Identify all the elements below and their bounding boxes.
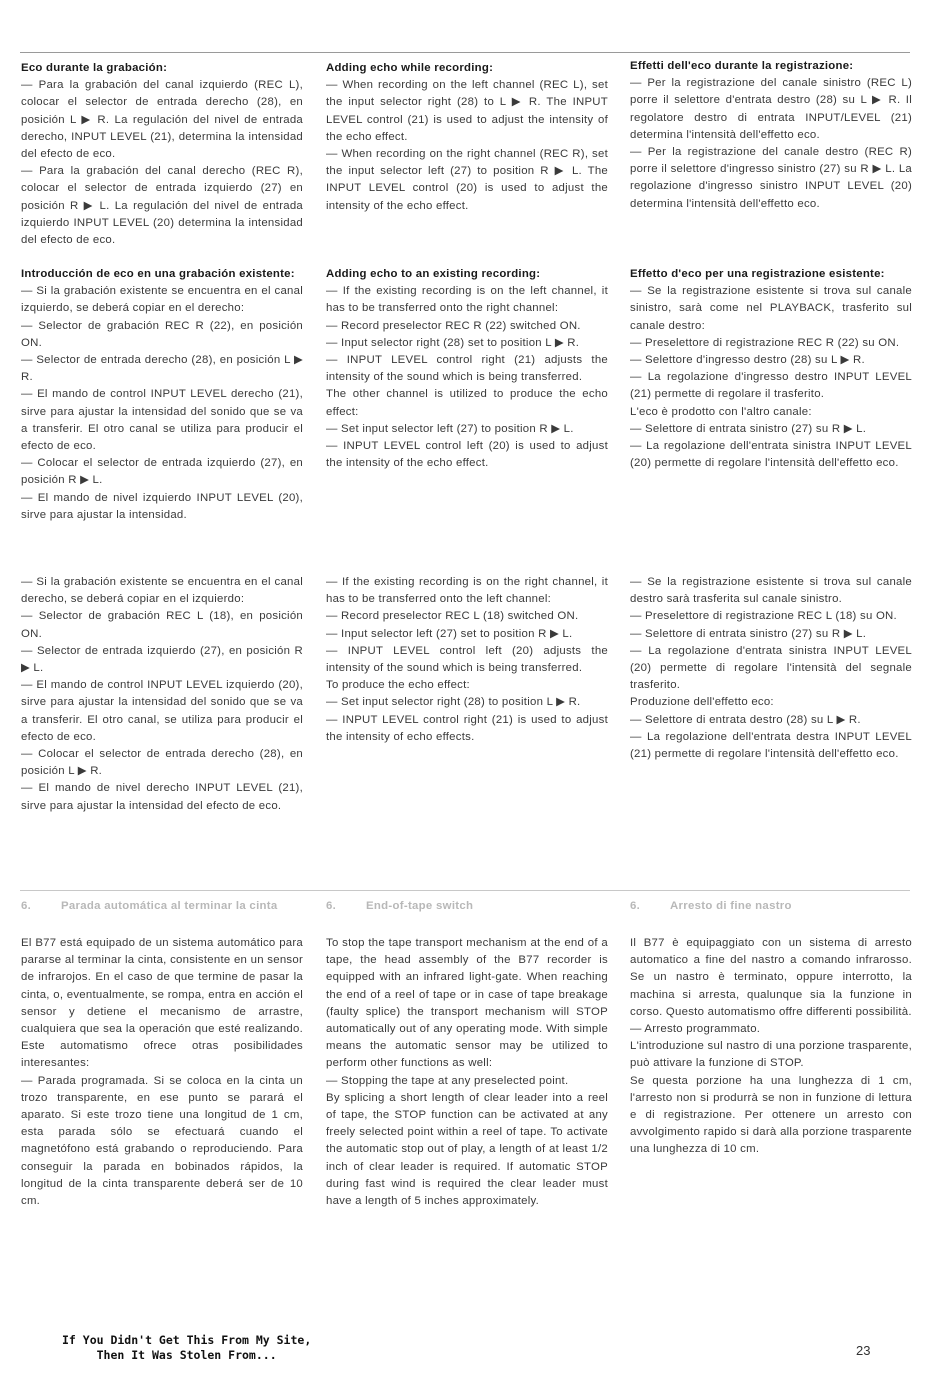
section-6-heading-it	[630, 900, 792, 912]
section-6-heading-es	[21, 900, 278, 912]
text-block-en-echo-recording	[326, 60, 608, 215]
paragraph: — Para la grabación del canal derecho (REC R), colocar el selector de entrada izquierdo (27) en posición R ▶ L. La regulación del nivel de entrada izquierdo INPUT LEVEL (20) determina la intensidad del efecto de eco.	[21, 165, 303, 247]
paragraph: Produzione dell'effetto eco:	[630, 696, 774, 709]
paragraph: — INPUT LEVEL control left (20) adjusts the intensity of the sound which is being transferred.	[326, 644, 608, 675]
paragraph: — La regolazione d'ingresso destro INPUT LEVEL (21) permette di regolare il trasferito.	[630, 371, 912, 401]
paragraph: — INPUT LEVEL control right (21) adjusts the intensity of the sound which is being transferred.	[326, 354, 608, 384]
footer-note-line-2: Then It Was Stolen From...	[96, 1348, 277, 1362]
paragraph: — Si la grabación existente se encuentra en el canal derecho, se deberá copiar en el izquierdo:	[21, 576, 303, 606]
paragraph: — Input selector left (27) set to position R ▶ L.	[326, 627, 573, 640]
paragraph: — Set input selector right (28) to position L ▶ R.	[326, 696, 581, 709]
paragraph: To produce the echo effect:	[326, 679, 470, 692]
section-title: Parada automática al terminar la cinta	[61, 900, 278, 912]
block-heading: Adding echo while recording:	[326, 62, 494, 74]
block-heading: Effetti dell'eco durante la registrazione:	[630, 60, 854, 72]
paragraph: — When recording on the right channel (REC R), set the input selector left (27) to position R ▶ L. The INPUT LEVEL control (20) is used to adjust the intensity of the echo effect.	[326, 148, 608, 212]
page-number: 23	[856, 1343, 871, 1358]
paragraph: — Para la grabación del canal izquierdo (REC L), colocar el selector de entrada derecho (28), en posición L ▶ R. La regulación del nivel de entrada derecho, INPUT LEVEL (21), determina la intensidad del efecto de eco.	[21, 79, 303, 161]
block-heading: Eco durante la grabación:	[21, 62, 168, 74]
paragraph: — Selettore di entrata destro (28) su L ▶ R.	[630, 713, 861, 726]
paragraph: — Se la registrazione esistente si trova sul canale sinistro, sarà come nel PLAYBACK, trasferito sul canale destro:	[630, 285, 912, 332]
paragraph: — Selector de entrada derecho (28), en posición L ▶ R.	[21, 354, 303, 384]
paragraph: — Selettore d'ingresso destro (28) su L ▶ R.	[630, 354, 865, 367]
paragraph: — Colocar el selector de entrada derecho (28), en posición L ▶ R.	[21, 748, 303, 778]
paragraph: — El mando de nivel derecho INPUT LEVEL (21), sirve para ajustar la intensidad del efecto de eco.	[21, 782, 303, 812]
paragraph: — Preselettore di registrazione REC L (18) su ON.	[630, 610, 897, 623]
paragraph: — El mando de control INPUT LEVEL izquierdo (20), sirve para ajustar la intensidad del sonido que se va a transferir. El otro canal, se utiliza para producir el efecto de eco.	[21, 679, 303, 743]
paragraph: — Per la registrazione del canale sinistro (REC L) porre il selettore d'entrata destro (28) su L ▶ R. Il regolatore destro di entrata INPUT/LEVEL (21) determina l'intensità dell'effetto eco.	[630, 77, 912, 141]
text-block-it-end-of-tape	[630, 935, 912, 1159]
paragraph: — Arresto programmato.	[630, 1023, 761, 1036]
section-title: End-of-tape switch	[366, 900, 474, 912]
paragraph: — Input selector right (28) set to position L ▶ R.	[326, 336, 580, 349]
paragraph: — El mando de nivel izquierdo INPUT LEVEL (20), sirve para ajustar la intensidad.	[21, 491, 303, 521]
paragraph: L'eco è prodotto con l'altro canale:	[630, 405, 812, 418]
section-divider	[20, 890, 910, 891]
text-block-es-existing-left	[21, 266, 303, 524]
paragraph: — Selector de grabación REC L (18), en posición ON.	[21, 610, 303, 640]
paragraph: El B77 está equipado de un sistema automático para pararse al terminar la cinta, consistente en un sensor de infrarojos. En el caso de que termine de pasar la cinta, o, eventualmente, se rompa, entra en acción el sensor y detiene el mecanismo de arrastre, cualquiera que sea la operación que esté realizando. Este automatismo ofrece otras posibilidades interesantes:	[21, 937, 303, 1070]
section-number: 6.	[326, 900, 337, 912]
footer-note-line-1: If You Didn't Get This From My Site,	[62, 1333, 312, 1347]
section-6-heading-en	[326, 900, 473, 912]
text-block-es-echo-recording	[21, 60, 303, 249]
paragraph: — When recording on the left channel (REC L), set the input selector right (28) to L ▶ R. The INPUT LEVEL control (21) is used to adjust the intensity of the echo effect.	[326, 79, 608, 143]
paragraph: To stop the tape transport mechanism at the end of a tape, the head assembly of the B77 recorder is equipped with an infrared light-gate. When reaching the end of a reel of tape or in case of tape breakage (faulty splice) the transport mechanism will STOP automatically out of any operating mode. With simple means the automatic sensor may be utilized to perform other functions as well:	[326, 937, 608, 1070]
paragraph: — INPUT LEVEL control right (21) is used to adjust the intensity of echo effects.	[326, 713, 608, 743]
top-rule	[20, 52, 910, 53]
paragraph: — If the existing recording is on the right channel, it has to be transferred onto the left channel:	[326, 576, 608, 606]
text-block-en-existing-right	[326, 574, 608, 746]
paragraph: — Preselettore di registrazione REC R (22) su ON.	[630, 336, 900, 349]
paragraph: By splicing a short length of clear leader into a reel of tape, the STOP function can be activated at any freely selected point within a reel of tape. To activate the automatic stop out of play, a length of at least 1/2 inch of clear leader is required. If automatic STOP during fast wind is required the clear leader must have a length of 5 inches approximately.	[326, 1091, 608, 1208]
paragraph: The other channel is utilized to produce the echo effect:	[326, 388, 608, 418]
text-block-es-existing-right	[21, 574, 303, 815]
section-number: 6.	[630, 900, 641, 912]
paragraph: — Colocar el selector de entrada izquierdo (27), en posición R ▶ L.	[21, 457, 303, 487]
paragraph: — Se la registrazione esistente si trova sul canale destro sarà trasferita sul canale sinistro.	[630, 576, 912, 606]
text-block-it-existing-left	[630, 266, 912, 472]
paragraph: — Si la grabación existente se encuentra en el canal izquierdo, se deberá copiar en el derecho:	[21, 285, 303, 315]
paragraph: Se questa porzione ha una lunghezza di 1 cm, l'arresto non si produrrà se non in funzione di lettura e di registrazione. Per ottenere un arresto con avvolgimento rapido si darà alla porzione trasparente una lunghezza di 10 cm.	[630, 1074, 912, 1156]
paragraph: — Selector de grabación REC R (22), en posición ON.	[21, 319, 303, 349]
text-block-it-existing-right	[630, 574, 912, 763]
paragraph: — INPUT LEVEL control left (20) is used to adjust the intensity of the echo effect.	[326, 440, 608, 470]
paragraph: — Selettore di entrata sinistro (27) su R ▶ L.	[630, 422, 867, 435]
paragraph: Il B77 è equipaggiato con un sistema di arresto automatico a fine del nastro a comando infrarosso. Se un nastro è terminato, oppure interrotto, la machina si arresta, qualunque sia la funzione in corso. Questo automatismo offre differenti possibilità.	[630, 937, 912, 1018]
block-heading: Effetto d'eco per una registrazione esistente:	[630, 268, 885, 280]
block-heading: Adding echo to an existing recording:	[326, 268, 541, 280]
paragraph: — El mando de control INPUT LEVEL derecho (21), sirve para ajustar la intensidad del sonido que se va a transferir. El otro canal se utiliza para producir el efecto de eco.	[21, 388, 303, 453]
paragraph: — Stopping the tape at any preselected point.	[326, 1074, 569, 1087]
paragraph: — Record preselector REC L (18) switched ON.	[326, 610, 579, 623]
text-block-es-end-of-tape	[21, 935, 303, 1210]
paragraph: — La regolazione dell'entrata sinistra INPUT LEVEL (20) permette di regolare l'intensità dell'effetto eco.	[630, 440, 912, 470]
paragraph: L'introduzione sul nastro di una porzione trasparente, può attivare la funzione di STOP.	[630, 1040, 912, 1070]
paragraph: — La regolazione d'entrata sinistra INPUT LEVEL (20) permette di regolare l'intensità del segnale trasferito.	[630, 644, 912, 692]
block-heading: Introducción de eco en una grabación existente:	[21, 268, 295, 280]
paragraph: — Parada programada. Si se coloca en la cinta un trozo transparente, en ese punto se parará el aparato. Si este trozo tiene una longitud de 1 cm, esta parada sólo se efectuará cuando el magnetófono está grabando o reproduciendo. Para conseguir la parada en bobinados rápidos, la longitud de la cinta transparente deberá ser de 10 cm.	[21, 1074, 303, 1208]
section-number: 6.	[21, 900, 32, 912]
paragraph: — La regolazione dell'entrata destra INPUT LEVEL (21) permette di regolare l'intensità dell'effetto eco.	[630, 730, 912, 761]
footer-note	[62, 1333, 311, 1363]
text-block-it-echo-recording	[630, 58, 912, 213]
paragraph: — Per la registrazione del canale destro (REC R) porre il selettore d'ingresso sinistro (27) su R ▶ L. La regolazione d'ingresso sinistro INPUT LEVEL (20) determina l'intensità dell'effetto eco.	[630, 146, 912, 210]
section-title: Arresto di fine nastro	[670, 900, 792, 912]
paragraph: — Selector de entrada izquierdo (27), en posición R ▶ L.	[21, 644, 303, 675]
text-block-en-end-of-tape	[326, 935, 608, 1210]
paragraph: — Selettore di entrata sinistro (27) su R ▶ L.	[630, 627, 867, 640]
paragraph: — Set input selector left (27) to position R ▶ L.	[326, 422, 574, 435]
text-block-en-existing-left	[326, 266, 608, 472]
paragraph: — Record preselector REC R (22) switched ON.	[326, 319, 581, 332]
paragraph: — If the existing recording is on the left channel, it has to be transferred onto the right channel:	[326, 285, 608, 315]
